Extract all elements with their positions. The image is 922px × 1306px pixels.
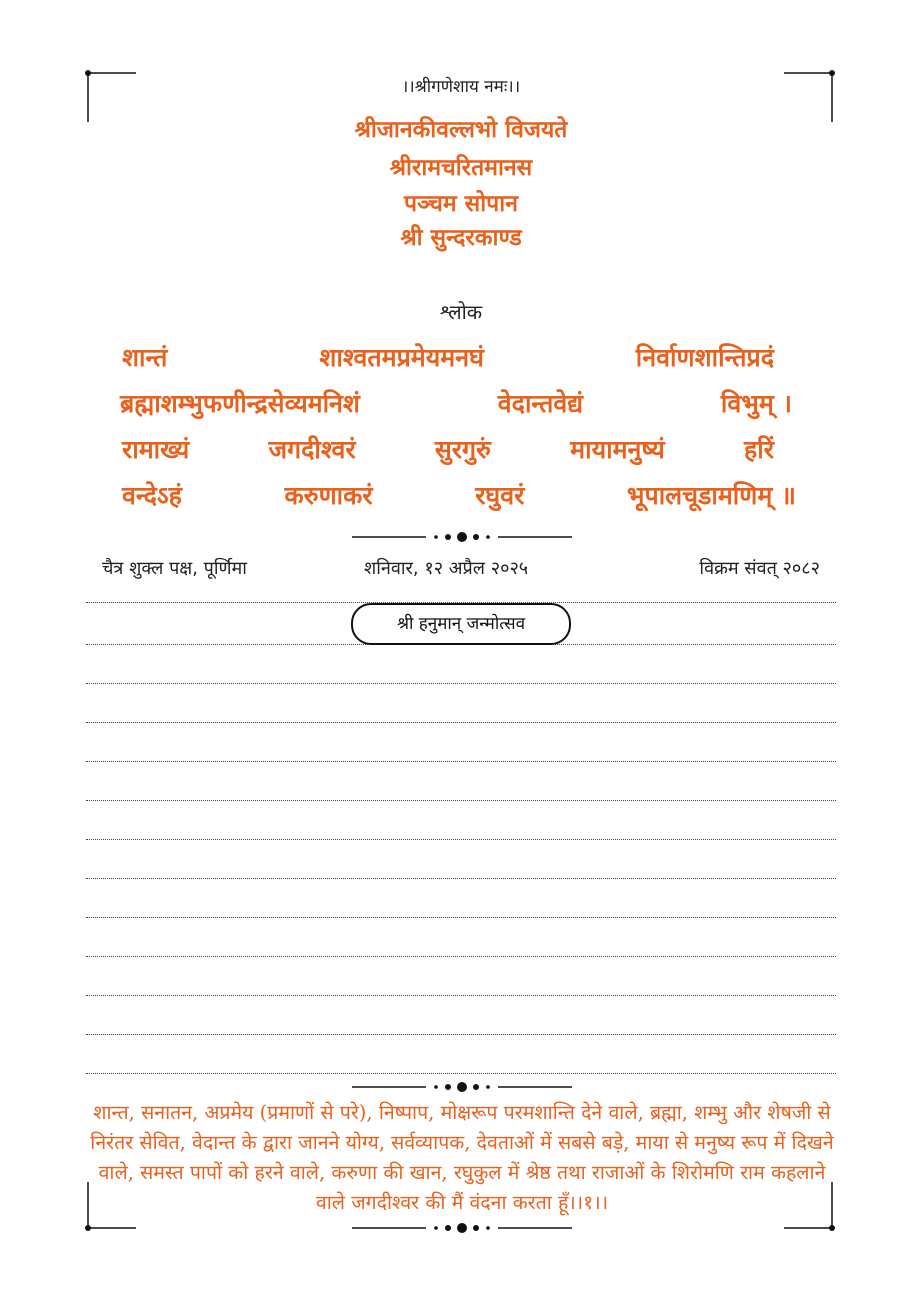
- verse-word: मायामनुष्यं: [570, 435, 665, 464]
- samvat-text: विक्रम संवत् २०८२: [699, 558, 820, 579]
- festival-badge: श्री हनुमान् जन्मोत्सव: [351, 603, 571, 645]
- ganesh-invocation: ।।श्रीगणेशाय नमः।।: [401, 77, 521, 97]
- calendar-info-row: [102, 556, 820, 582]
- writing-line: [86, 956, 836, 957]
- title-sundarkand: श्री सुन्दरकाण्ड: [400, 225, 522, 251]
- verse-word: भूपालचूडामणिम् ॥: [626, 481, 796, 510]
- writing-line: [86, 839, 836, 840]
- verse-word: जगदीश्वरं: [268, 435, 356, 464]
- verse-word: हरिं: [743, 435, 774, 464]
- ornamental-divider-middle: [352, 1077, 572, 1097]
- ornamental-divider-bottom: [352, 1218, 572, 1238]
- verse-word: सुरगुरुं: [434, 435, 491, 464]
- verse-word: रामाख्यं: [122, 435, 190, 464]
- verse-line-2: [120, 386, 792, 420]
- writing-line: [86, 683, 836, 684]
- verse-word: करुणाकरं: [284, 481, 373, 510]
- writing-line: [86, 995, 836, 996]
- verse-word: शाश्वतमप्रमेयमनघं: [319, 343, 484, 372]
- title-ramcharitmanas: श्रीरामचरितमानस: [389, 155, 533, 181]
- writing-line: [86, 1073, 836, 1074]
- writing-line: [86, 800, 836, 801]
- title-janakivallabh: श्रीजानकीवल्लभो विजयते: [354, 117, 568, 143]
- verse-line-4: [122, 478, 796, 512]
- writing-line: [86, 1034, 836, 1035]
- verse-meaning: शान्त, सनातन, अप्रमेय (प्रमाणों से परे), निष्पाप, मोक्षरूप परमशान्ति देने वाले, ब्रह्मा, शम्भु और शेषजी से निरंतर सेवित, वेदान्त के द्वारा जानने योग्य, सर्वव्यापक, देवताओं में सबसे बड़े, माया से मनुष्य रूप में दिखने वाले, समस्त पापों को हरने वाले, करुणा की खान, रघुकुल में श्रेष्ठ तथा राजाओं के शिरोमणि राम कहलाने वाले जगदीश्वर की मैं वंदना करता हूँ।।१।।: [90, 1101, 834, 1214]
- verse-word: रघुवरं: [475, 481, 525, 510]
- writing-line: [86, 878, 836, 879]
- writing-line: [86, 917, 836, 918]
- date-text: शनिवार, १२ अप्रैल २०२५: [364, 558, 529, 579]
- verse-word: वन्देऽहं: [122, 481, 182, 510]
- verse-word: शान्तं: [122, 343, 168, 372]
- title-sopan: पञ्चम सोपान: [404, 191, 518, 217]
- verse-word: निर्वाणशान्तिप्रदं: [635, 343, 774, 372]
- shloka-label: श्लोक: [439, 300, 483, 324]
- tithi-text: चैत्र शुक्ल पक्ष, पूर्णिमा: [102, 558, 247, 579]
- verse-line-1: [122, 340, 774, 374]
- verse-word: विभुम् ।: [720, 389, 792, 418]
- writing-line: [86, 761, 836, 762]
- writing-line: [86, 722, 836, 723]
- verse-word: वेदान्तवेद्यं: [497, 389, 584, 418]
- verse-line-3: [122, 432, 774, 466]
- verse-word: ब्रह्माशम्भुफणीन्द्रसेव्यमनिशं: [120, 389, 360, 418]
- ornamental-divider-top: [352, 527, 572, 547]
